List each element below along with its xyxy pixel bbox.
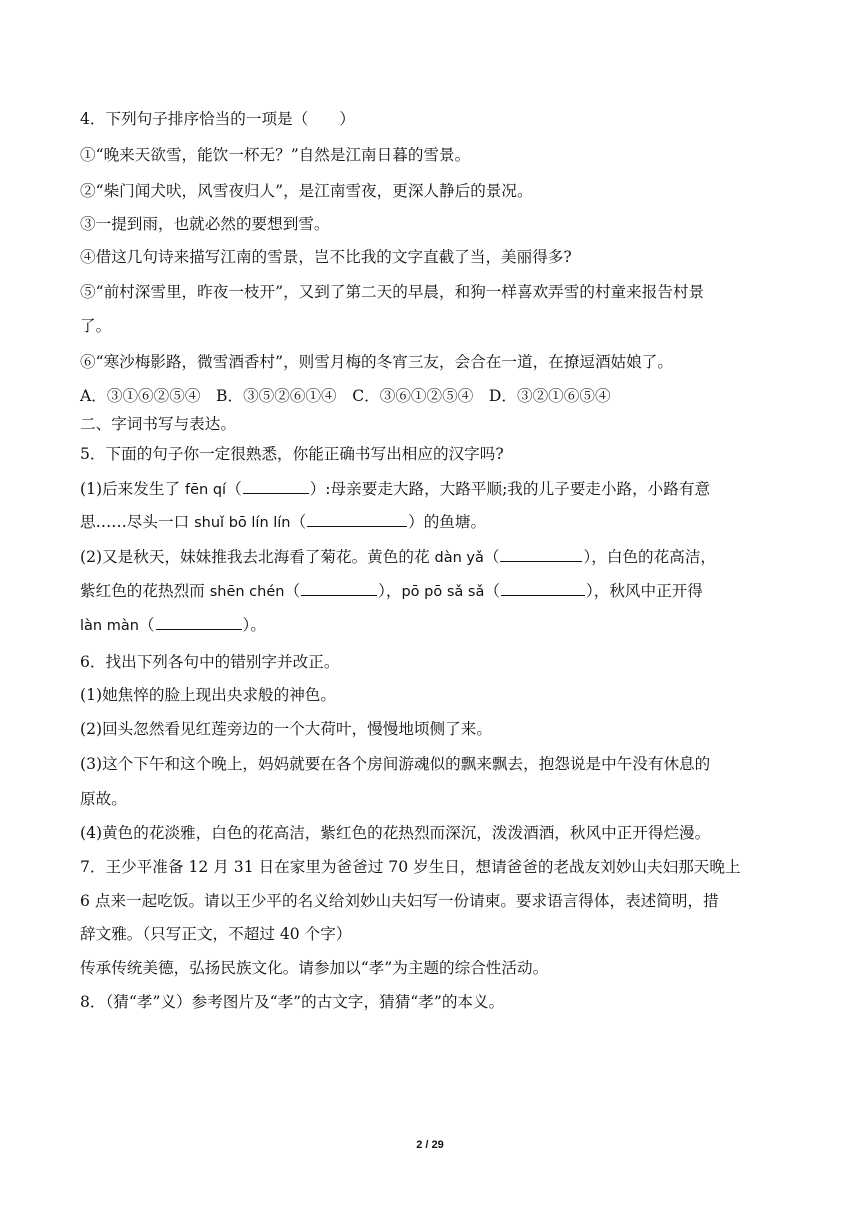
- text: ），白色的花高洁，: [583, 548, 717, 566]
- activity-intro: 传承传统美德，弘扬民族文化。请参加以“孝”为主题的综合性活动。: [80, 959, 549, 977]
- text: 思……尽头一口: [80, 513, 195, 531]
- answer-blank[interactable]: [243, 478, 309, 494]
- section-2-heading: 二、字词书写与表达。: [80, 415, 236, 433]
- q5-part2-line2: [80, 580, 780, 603]
- q4-sentence-5a: ⑤“前村深雪里，昨夜一枝开”，又到了第二天的早晨，和狗一样喜欢弄雪的村童来报告村景: [80, 283, 705, 301]
- q4-sentence-4: ④借这几句诗来描写江南的雪景，岂不比我的文字直截了当，美丽得多?: [80, 248, 572, 266]
- text: (2)又是秋天，妹妹推我去北海看了菊花。黄色的花: [80, 548, 435, 566]
- text: (1)后来发生了: [80, 480, 186, 498]
- q5-part1-line2: [80, 511, 780, 534]
- answer-blank[interactable]: [307, 511, 407, 527]
- text: ），秋风中正开得: [585, 582, 703, 600]
- q4-stem: 4．下列句子排序恰当的一项是（ ）: [80, 110, 356, 128]
- text: ）的鱼塘。: [408, 513, 487, 531]
- pinyin-popososa: pō pō sǎ sǎ: [401, 584, 485, 600]
- answer-blank[interactable]: [301, 580, 377, 596]
- text: ），: [378, 582, 402, 600]
- q4-sentence-1: ①“晚来天欲雪，能饮一杯无？”自然是江南日暮的雪景。: [80, 146, 471, 164]
- q4-sentence-3: ③一提到雨，也就必然的要想到雪。: [80, 215, 330, 233]
- text: （: [226, 480, 242, 498]
- pinyin-danya: dàn yǎ: [434, 550, 484, 566]
- answer-blank[interactable]: [156, 614, 242, 630]
- q6-item-3b: 原故。: [80, 790, 127, 808]
- q5-part2-line1: [80, 546, 780, 569]
- text: （: [484, 582, 500, 600]
- q6-item-2: (2)回头忽然看见红莲旁边的一个大荷叶，慢慢地顷侧了来。: [80, 720, 492, 738]
- pinyin-shenchen: shēn chén: [209, 584, 285, 600]
- q6-item-3a: (3)这个下午和这个晚上，妈妈就要在各个房间游魂似的飘来飘去，抱怨说是中午没有休息的: [80, 755, 711, 773]
- q6-item-1: (1)她焦悴的脸上现出央求般的神色。: [80, 686, 336, 704]
- q4-sentence-2: ②“柴门闻犬吠，风雪夜归人”，是江南雪夜，更深人静后的景况。: [80, 182, 533, 200]
- q6-stem: 6．找出下列各句中的错别字并改正。: [80, 653, 340, 671]
- q8-stem: 8．（猜“孝”义）参考图片及“孝”的古文字，猜猜“孝”的本义。: [80, 993, 505, 1011]
- text: （: [138, 616, 155, 634]
- q7-line-1: 7．王少平准备 12 月 31 日在家里为爸爸过 70 岁生日，想请爸爸的老战友刘妙山夫妇那天晚上: [80, 858, 741, 876]
- pinyin-shuibolinlin: shuǐ bō lín lín: [194, 515, 291, 531]
- text: （: [290, 513, 307, 531]
- q4-options: A．③①⑥②⑤④ B．③⑤②⑥①④ C．③⑥①②⑤④ D．③②①⑥⑤④: [80, 387, 611, 405]
- q5-part1-line1: [80, 478, 780, 501]
- q7-line-2: 6 点来一起吃饭。请以王少平的名义给刘妙山夫妇写一份请柬。要求语言得体，表述简明，措: [80, 892, 719, 910]
- text: （: [483, 548, 500, 566]
- q4-sentence-5b: 了。: [80, 317, 112, 335]
- answer-blank[interactable]: [501, 580, 585, 596]
- page-number: 2 / 29: [416, 1139, 444, 1151]
- text: ）:母亲要走大路，大路平顺;我的儿子要走小路，小路有意: [309, 480, 711, 498]
- text: 紫红色的花热烈而: [80, 582, 210, 600]
- q7-line-3: 辞文雅。（只写正文，不超过 40 个字）: [80, 925, 352, 943]
- q5-stem: 5．下面的句子你一定很熟悉，你能正确书写出相应的汉字吗?: [80, 445, 504, 463]
- answer-blank[interactable]: [500, 546, 582, 562]
- q4-sentence-6: ⑥“寒沙梅影路，微雪酒香村”，则雪月梅的冬宵三友，会合在一道，在撩逗酒姑娘了。: [80, 353, 673, 371]
- q6-item-4: (4)黄色的花淡雅，白色的花高洁，紫红色的花热烈而深沉，泼泼酒酒，秋风中正开得烂漫。: [80, 824, 711, 842]
- text: （: [284, 582, 301, 600]
- q5-part2-line3: [80, 614, 780, 637]
- text: ）。: [242, 616, 266, 634]
- pinyin-fenqi: fēn qí: [185, 482, 227, 498]
- pinyin-lanman: làn màn: [80, 618, 139, 634]
